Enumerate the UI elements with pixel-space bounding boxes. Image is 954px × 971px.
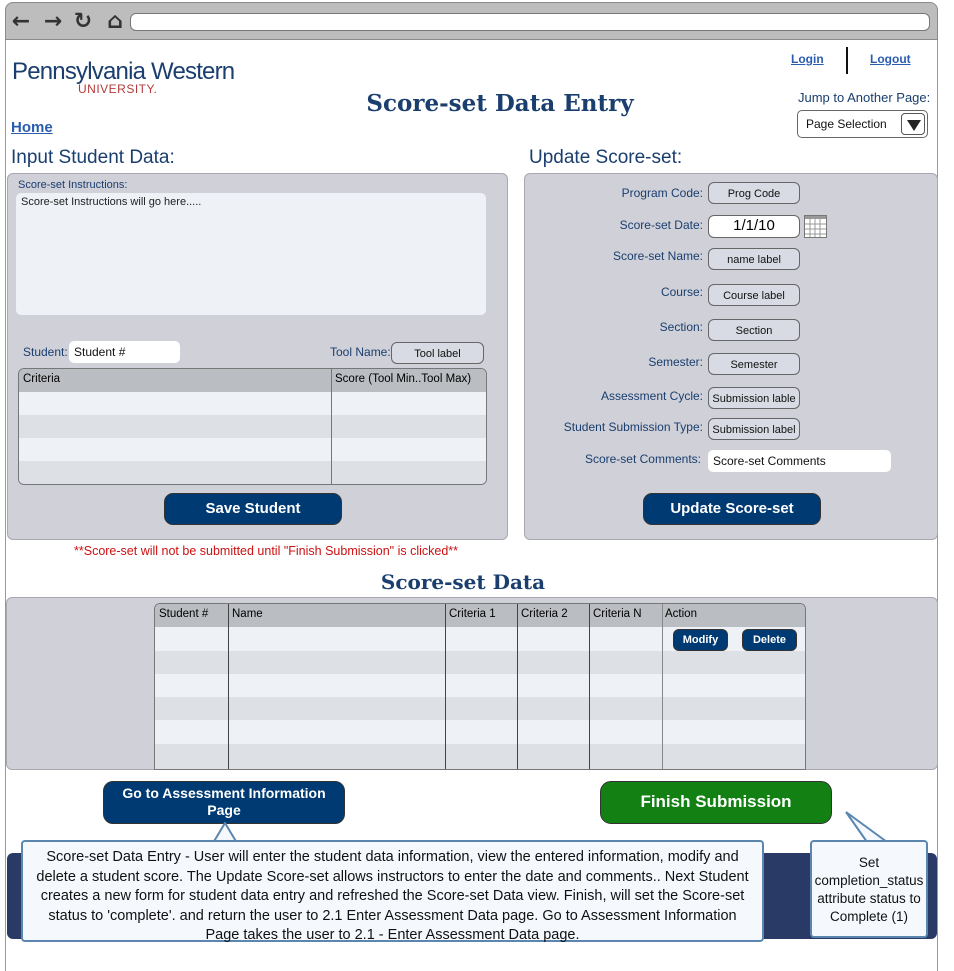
instructions-label: Score-set Instructions: xyxy=(18,179,128,191)
forward-arrow-icon[interactable]: → xyxy=(43,9,63,34)
student-label: Student: xyxy=(23,345,68,359)
update-scoreset-heading: Update Score-set: xyxy=(529,147,683,168)
login-link[interactable]: Login xyxy=(791,52,824,66)
course-label: Course: xyxy=(660,285,703,299)
program-code-label: Program Code: xyxy=(621,186,703,200)
back-arrow-icon[interactable]: ← xyxy=(11,9,31,34)
table-row[interactable] xyxy=(19,438,487,461)
jump-label: Jump to Another Page: xyxy=(798,90,931,105)
column-divider xyxy=(445,604,446,770)
course-field[interactable]: Course label xyxy=(708,284,800,306)
reload-icon[interactable]: ↻ xyxy=(73,9,93,34)
logo-subtext: UNIVERSITY. xyxy=(78,82,158,96)
url-bar[interactable] xyxy=(130,13,930,31)
tool-name-label: Tool Name: xyxy=(330,345,391,359)
scoreset-comments-label: Score-set Comments: xyxy=(584,452,701,466)
go-to-assessment-info-button[interactable]: Go to Assessment Information Page xyxy=(103,781,345,824)
submission-warning: **Score-set will not be submitted until "Finish Submission" is clicked** xyxy=(74,544,459,558)
table-row[interactable] xyxy=(155,744,806,770)
delete-button[interactable]: Delete xyxy=(742,629,797,651)
column-header-criteria-2: Criteria 2 xyxy=(521,608,568,620)
chevron-down-icon[interactable] xyxy=(901,113,925,135)
scoreset-comments-input[interactable]: Score-set Comments xyxy=(708,450,891,472)
column-header-criteria-1: Criteria 1 xyxy=(449,608,496,620)
link-divider xyxy=(846,47,848,74)
tool-name-field[interactable]: Tool label xyxy=(391,342,484,364)
table-row[interactable] xyxy=(19,415,487,438)
page-title: Score-set Data Entry xyxy=(366,90,634,117)
column-divider xyxy=(517,604,518,770)
scoreset-date-input[interactable]: 1/1/10 xyxy=(708,215,800,238)
semester-field[interactable]: Semester xyxy=(708,353,800,375)
calendar-grid-icon xyxy=(805,216,826,237)
section-field[interactable]: Section xyxy=(708,319,800,341)
section-label: Section: xyxy=(659,320,703,334)
completion-status-callout: Set completion_status attribute status to Complete (1) xyxy=(810,840,928,938)
calendar-icon[interactable] xyxy=(804,215,827,238)
scoreset-data-table xyxy=(154,603,806,770)
student-number-input[interactable]: Student # xyxy=(69,341,180,363)
submission-type-field[interactable]: Submission label xyxy=(708,418,800,440)
home-icon[interactable]: ⌂ xyxy=(107,9,123,34)
table-row[interactable] xyxy=(155,651,806,674)
column-header-action: Action xyxy=(665,608,697,620)
save-student-button[interactable]: Save Student xyxy=(164,493,342,525)
scoreset-data-title: Score-set Data xyxy=(380,570,546,594)
table-row[interactable] xyxy=(155,720,806,744)
modify-button[interactable]: Modify xyxy=(673,629,728,651)
column-divider xyxy=(662,604,663,770)
column-header-criteria-n: Criteria N xyxy=(593,608,642,620)
home-link[interactable]: Home xyxy=(11,119,53,136)
table-row[interactable] xyxy=(19,392,487,415)
description-callout: Score-set Data Entry - User will enter the student data information, view the entered information, modify and delete a student score. The Update Score-set allows instructors to enter the date and comments.. Next Student creates a new form for student data entry and refreshed the Score-set Data view. Finish, will set the Score-set status to 'complete'. and return the user to 2.1 Enter Assessment Data page. Go to Assessment Information Page takes the user to 2.1 - Enter Assessment Data page. xyxy=(21,840,764,942)
assessment-cycle-label: Assessment Cycle: xyxy=(600,389,703,403)
column-header-student-number: Student # xyxy=(159,608,209,620)
submission-type-label: Student Submission Type: xyxy=(563,420,703,434)
criteria-table xyxy=(18,368,487,485)
callout-pointer-icon xyxy=(843,810,903,844)
column-header-name: Name xyxy=(232,608,263,620)
assessment-cycle-field[interactable]: Submission lable xyxy=(708,387,800,409)
scoreset-name-label: Score-set Name: xyxy=(612,249,703,263)
input-student-heading: Input Student Data: xyxy=(11,147,175,168)
table-row[interactable] xyxy=(155,674,806,697)
scoreset-name-field[interactable]: name label xyxy=(708,248,800,270)
logout-link[interactable]: Logout xyxy=(870,52,911,66)
program-code-field[interactable]: Prog Code xyxy=(708,182,800,204)
page-selection-value: Page Selection xyxy=(806,117,887,131)
column-divider xyxy=(331,369,332,485)
table-row[interactable] xyxy=(155,697,806,720)
table-row[interactable] xyxy=(19,461,487,485)
semester-label: Semester: xyxy=(648,355,703,369)
instructions-textarea[interactable]: Score-set Instructions will go here..... xyxy=(16,193,486,315)
column-divider xyxy=(589,604,590,770)
update-scoreset-button[interactable]: Update Score-set xyxy=(643,493,821,525)
scoreset-date-label: Score-set Date: xyxy=(619,218,703,232)
column-divider xyxy=(228,604,229,770)
page-selection-dropdown[interactable] xyxy=(797,110,928,138)
logo-text: Pennsylvania Western xyxy=(12,58,235,85)
column-header-criteria: Criteria xyxy=(23,373,61,385)
column-header-score: Score (Tool Min..Tool Max) xyxy=(335,373,472,385)
finish-submission-button[interactable]: Finish Submission xyxy=(600,781,832,824)
